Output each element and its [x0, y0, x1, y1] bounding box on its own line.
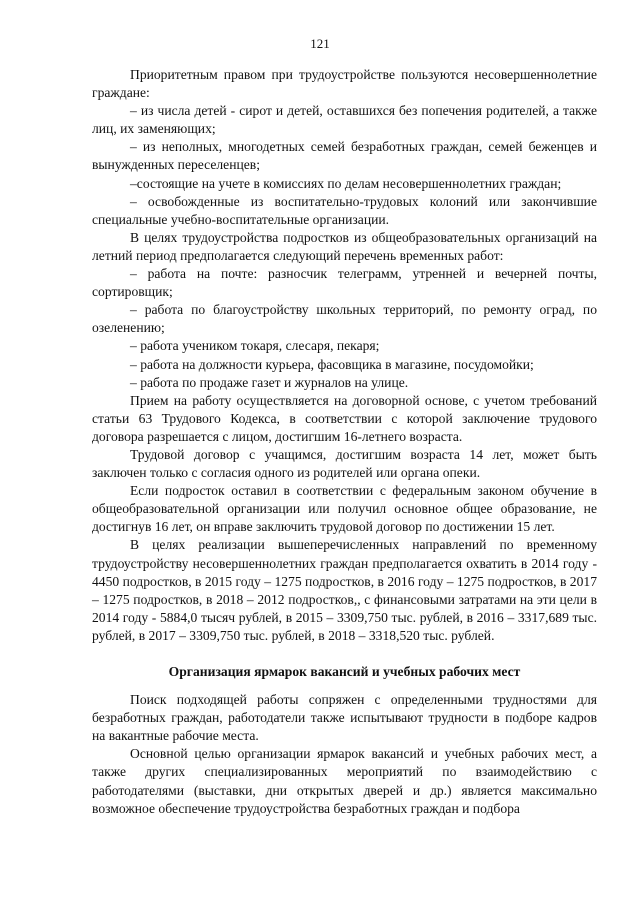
paragraph-job-search-difficulty: Поиск подходящей работы сопряжен с определенными трудностями для безработных граждан, работодатели также испытывают трудности в подборе кадров на вакантные рабочие места.: [92, 692, 597, 744]
list-item-apprentice-work: – работа учеником токаря, слесаря, пекаря;: [130, 338, 380, 354]
page-number: 121: [310, 36, 330, 51]
paragraph-summer-work-intro: В целях трудоустройства подростков из общеобразовательных организаций на летний период предполагается следующий перечень временных работ:: [92, 229, 597, 263]
paragraph-age-15-contract: Если подросток оставил в соответствии с федеральным законом обучение в общеобразовательной организации или получил основное общее образование, не достигнув 16 лет, он вправе заключить трудовой договор по достижении 15 лет.: [92, 483, 597, 535]
list-item-orphans: – из числа детей - сирот и детей, оставшихся без попечения родителей, а также лиц, их заменяющих;: [92, 103, 597, 137]
list-item-commission-registered: –состоящие на учете в комиссиях по делам несовершеннолетних граждан;: [130, 175, 562, 191]
list-item-school-improvement-work: – работа по благоустройству школьных территорий, по ремонту оград, по озеленению;: [92, 302, 597, 336]
paragraph-contract-basis: Прием на работу осуществляется на договорной основе, с учетом требований статьи 63 Трудового Кодекса, в соответствии с которой заключение трудового договора разрешается с лицом, достигшим 16-летнего возраста.: [92, 392, 597, 444]
list-item-post-office-work: – работа на почте: разносчик телеграмм, утренней и вечерней почты, сортировщик;: [92, 266, 597, 300]
paragraph-job-fair-goal: Основной целью организации ярмарок вакансий и учебных рабочих мест, а также других специализированных мероприятий по взаимодействию с работодателями (выставки, дни открытых дверей и др.) является максимально возможное обеспечение трудоустройства безработных граждан и подбора: [92, 746, 597, 816]
list-item-newspaper-sales: – работа по продаже газет и журналов на улице.: [130, 374, 409, 390]
list-item-courier-work: – работа на должности курьера, фасовщика в магазине, посудомойки;: [130, 356, 534, 372]
paragraph-age-14-contract: Трудовой договор с учащимся, достигшим возраста 14 лет, может быть заключен только с согласия одного из родителей или органа опеки.: [92, 446, 597, 481]
list-item-incomplete-families: – из неполных, многодетных семей безработных граждан, семей беженцев и вынужденных переселенцев;: [92, 139, 597, 173]
section-title: Организация ярмарок вакансий и учебных рабочих мест: [168, 664, 521, 679]
paragraph-coverage-plan: В целях реализации вышеперечисленных направлений по временному трудоустройству несовершеннолетних граждан предполагается охватить в 2014 году - 4450 подростков, в 2015 году – 1275 подростков, в 2016 году – 1275 подростков, в 2017 – 1275 подростков, в 2018 – 2012 подростков,, с финансовыми затратами на эти цели в 2014 году - 5884,0 тысяч рублей, в 2015 – 3309,750 тыс. рублей, в 2016 – 3317,689 тыс. рублей, в 2017 – 3309,750 тыс. рублей, в 2018 – 3318,520 тыс. рублей.: [92, 537, 597, 643]
list-item-released-from-colonies: – освобожденные из воспитательно-трудовых колоний или закончившие специальные учебно-воспитательные организации.: [92, 193, 597, 227]
text-column: [92, 66, 597, 818]
paragraph-priority-intro: Приоритетным правом при трудоустройстве пользуются несовершеннолетние граждане:: [92, 67, 597, 101]
